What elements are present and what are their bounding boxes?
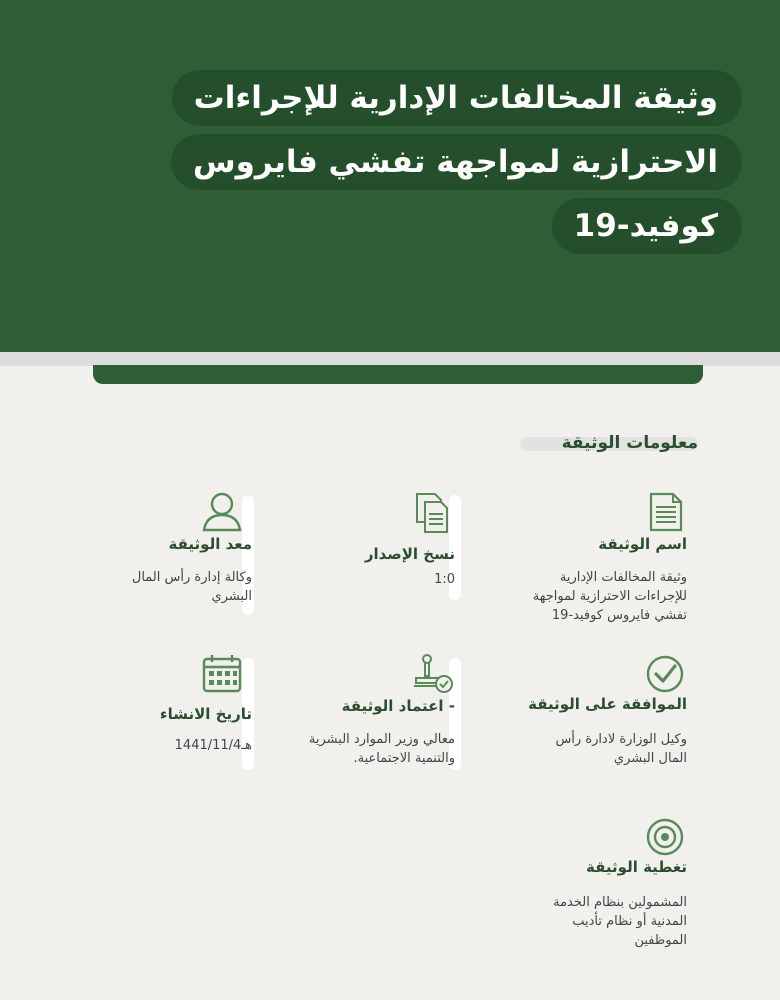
- title-line-3: كوفيد-19: [552, 198, 742, 254]
- item-label: تغطية الوثيقة: [586, 858, 687, 876]
- item-label: الموافقة على الوثيقة: [528, 695, 687, 713]
- info-item-accreditation: [275, 652, 455, 782]
- title-line-1: وثيقة المخالفات الإدارية للإجراءات: [172, 70, 742, 126]
- stamp-icon: [411, 652, 455, 696]
- approval-check-icon: [643, 652, 687, 696]
- title-line-2: الاحترازية لمواجهة تفشي فايروس: [171, 134, 742, 190]
- info-item-version: [325, 490, 455, 590]
- item-value: 1:0: [434, 572, 455, 587]
- item-label: تاريخ الانشاء: [159, 705, 252, 723]
- section-title: معلومات الوثيقة: [561, 433, 698, 453]
- item-label: معد الوثيقة: [168, 535, 252, 553]
- item-value: وكالة إدارة رأس المال البشري: [131, 570, 252, 604]
- user-icon: [200, 490, 244, 534]
- separator-band: [0, 352, 780, 366]
- coverage-icon: [643, 815, 687, 859]
- item-value: 1441/11/4هـ: [174, 738, 252, 753]
- item-value: المشمولين بنظام الخدمة المدنية أو نظام تأديب الموظفين: [553, 895, 687, 948]
- copies-icon: [411, 490, 455, 534]
- item-value: وثيقة المخالفات الإدارية للإجراءات الاحترازية لمواجهة تفشي فايروس كوفيد-19: [532, 570, 687, 623]
- info-item-approval: [507, 652, 687, 782]
- info-item-creation-date: [112, 652, 252, 762]
- item-label: اسم الوثيقة: [598, 535, 687, 553]
- info-item-prepared-by: [112, 490, 252, 610]
- accent-band: [93, 365, 703, 384]
- info-item-document-name: [507, 490, 687, 630]
- item-value: معالي وزير الموارد البشرية والتنمية الاجتماعية.: [308, 732, 455, 766]
- section-heading: [508, 428, 698, 462]
- info-item-coverage: [507, 815, 687, 955]
- document-icon: [643, 490, 687, 534]
- item-label: - اعتماد الوثيقة: [341, 697, 455, 715]
- header-banner: [0, 0, 780, 352]
- document-title: [22, 70, 742, 262]
- calendar-icon: [200, 652, 244, 696]
- item-value: وكيل الوزارة لادارة رأس المال البشري: [555, 732, 687, 766]
- item-label: نسخ الإصدار: [364, 545, 455, 563]
